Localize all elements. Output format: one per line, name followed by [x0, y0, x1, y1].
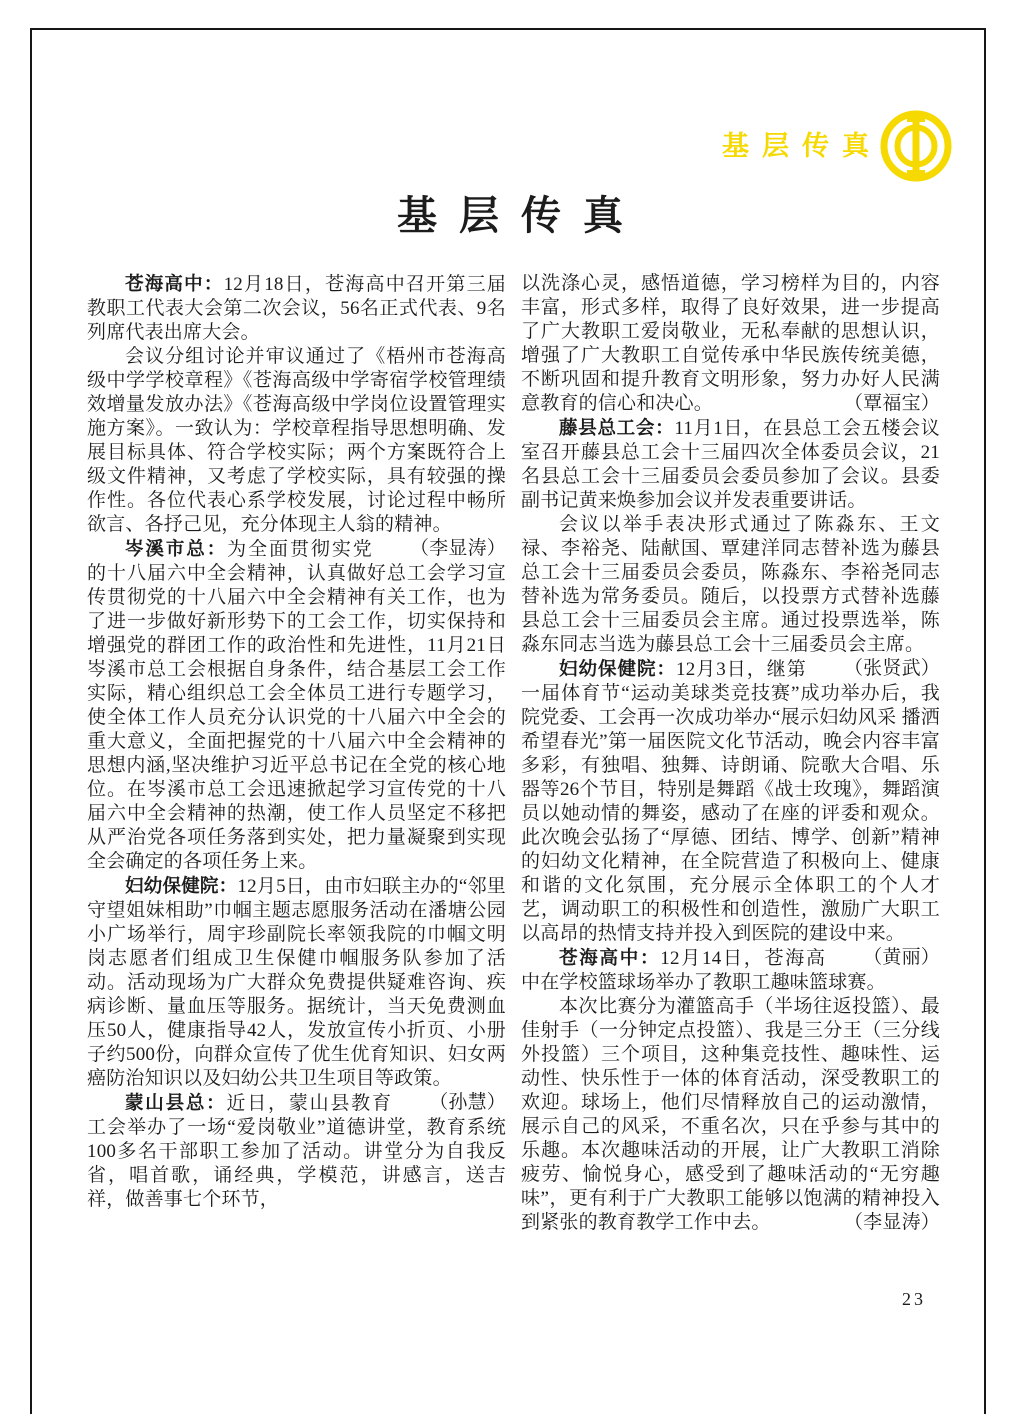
text-column: [521, 272, 940, 1235]
union-emblem-icon: [878, 108, 954, 184]
paragraph: 苍海高中：12月14日，苍海高中在学校篮球场举办了教职工趣味篮球赛。: [521, 947, 886, 993]
article-columns: [87, 272, 940, 1235]
article-lead: 苍海高中：: [559, 947, 661, 968]
paragraph: 本次比赛分为灌篮高手（半场往返投篮）、最佳射手（一分钟定点投篮）、我是三分王（三分线外投篮）三个项目，这种集竞技性、趣味性、运动性、快乐性于一体的体育活动，深受教职工的欢迎。球场上，他们尽情释放自己的运动激情，展示自己的风采，不重名次，只在乎参与其中的乐趣。本次趣味活动的开展，让广大教职工消除疲劳、愉悦身心，感受到了趣味活动的“无穷趣味”，更有利于广大教职工能够以饱满的精神投入到紧张的教育教学工作中去。 （李显涛）: [521, 996, 940, 1233]
text-column: [87, 272, 506, 1235]
paragraph: 以洗涤心灵，感悟道德，学习榜样为目的，内容丰富，形式多样，取得了良好效果，进一步提高了广大教职工爱岗敬业，无私奉献的思想认识，增强了广大教职工自觉传承中华民族传统美德，不断巩固和提升教育文明形象，努力办好人民满意教育的信心和决心。 （覃福宝）: [521, 273, 940, 414]
article-lead: 蒙山县总：: [125, 1092, 227, 1113]
byline: （黄丽）: [863, 947, 940, 968]
paragraph: 会议以举手表决形式通过了陈淼东、王文禄、李裕尧、陆献国、覃建洋同志替补选为藤县总工会十三届委员会委员，陈淼东、李裕尧同志替补选为常务委员。随后，以投票方式替补选藤县总工会十三届委员会主席。通过投票选举，陈淼东同志当选为藤县总工会十三届委员会主席。 （张贤武）: [521, 514, 940, 679]
article-lead: 苍海高中：: [125, 273, 224, 294]
article-lead: 妇幼保健院：: [125, 875, 238, 896]
byline: （李显涛）: [843, 1212, 940, 1233]
paragraph: 藤县总工会：11月1日，在县总工会五楼会议室召开藤县总工会十三届四次全体委员会议，21名县总工会十三届委员会委员参加了会议。县委副书记黄来焕参加会议并发表重要讲话。: [521, 417, 940, 511]
page-title: 基层传真: [397, 193, 645, 238]
page-number: 23: [902, 1289, 926, 1309]
page-header: [722, 108, 954, 184]
article-lead: 藤县总工会：: [559, 417, 675, 438]
paragraph: 蒙山县总：近日，蒙山县教育工会举办了一场“爱岗敬业”道德讲堂，教育系统100多名干部职工参加了活动。讲堂分为自我反省，唱首歌，诵经典，学模范，讲感言，送吉祥，做善事七个环节，: [87, 1092, 506, 1210]
article-lead: 岑溪市总：: [125, 538, 228, 559]
paragraph: 会议分组讨论并审议通过了《梧州市苍海高级中学学校章程》《苍海高级中学寄宿学校管理绩效增量发放办法》《苍海高级中学岗位设置管理实施方案》。一致认为：学校章程指导思想明确、发展目标具体、符合学校实际；两个方案既符合上级文件精神，又考虑了学校实际，具有较强的操作性。各位代表心系学校发展，讨论过程中畅所欲言、各抒己见，充分体现主人翁的精神。 （李显涛）: [87, 346, 506, 559]
paragraph: 苍海高中：12月18日，苍海高中召开第三届教职工代表大会第二次会议，56名正式代表、9名列席代表出席大会。: [87, 273, 506, 343]
paragraph: 岑溪市总：为全面贯彻实党的十八届六中全会精神，认真做好总工会学习宣传贯彻党的十八届六中全会精神有关工作，也为了进一步做好新形势下的工会工作，切实保持和增强党的群团工作的政治性和先进性，11月21日岑溪市总工会根据自身条件，结合基层工会工作实际，精心组织总工会全体员工进行专题学习，使全体工作人员充分认识党的十八届六中全会的重大意义，全面把握党的十八届六中全会精神的思想内涵,坚决维护习近平总书记在全党的核心地位。在岑溪市总工会迅速掀起学习宣传党的十八届六中全会精神的热潮，使工作人员坚定不移把从严治党各项任务落到实处，把力量凝聚到实现全会确定的各项任务上来。: [87, 538, 506, 872]
article-lead: 妇幼保健院：: [559, 658, 677, 679]
paragraph: 妇幼保健院：12月3日，继第一届体育节“运动美球类竞技赛”成功举办后，我院党委、工会再一次成功举办“展示妇幼风采 播洒希望春光”第一届医院文化节活动，晚会内容丰富多彩，有独唱、独舞、诗朗诵、院歌大合唱、乐器等26个节目，特别是舞蹈《战士玫瑰》，舞蹈演员以她动情的舞姿，感动了在座的评委和观众。此次晚会弘扬了“厚德、团结、博学、创新”精神的妇幼文化精神，在全院营造了积极向上、健康和谐的文化氛围，充分展示全体职工的个人才艺，调动职工的积极性和创造性，激励广大职工以高昂的热情支持并投入到医院的建设中来。 （黄丽）: [521, 658, 940, 968]
byline: （覃福宝）: [843, 393, 940, 414]
byline: （李显涛）: [409, 538, 506, 559]
byline: （孙慧）: [429, 1092, 506, 1113]
section-label: 基层传真: [722, 130, 882, 161]
byline: （张贤武）: [843, 658, 940, 679]
paragraph: 妇幼保健院：12月5日，由市妇联主办的“邻里守望姐妹相助”巾帼主题志愿服务活动在潘塘公园小广场举行，周宇珍副院长率领我院的巾帼文明岗志愿者们组成卫生保健巾帼服务队参加了活动。活动现场为广大群众免费提供疑难咨询、疾病诊断、量血压等服务。据统计，当天免费测血压50人，健康指导42人，发放宣传小折页、小册子约500份，向群众宣传了优生优育知识、妇女两癌防治知识以及妇幼公共卫生项目等政策。 （孙慧）: [87, 875, 506, 1113]
